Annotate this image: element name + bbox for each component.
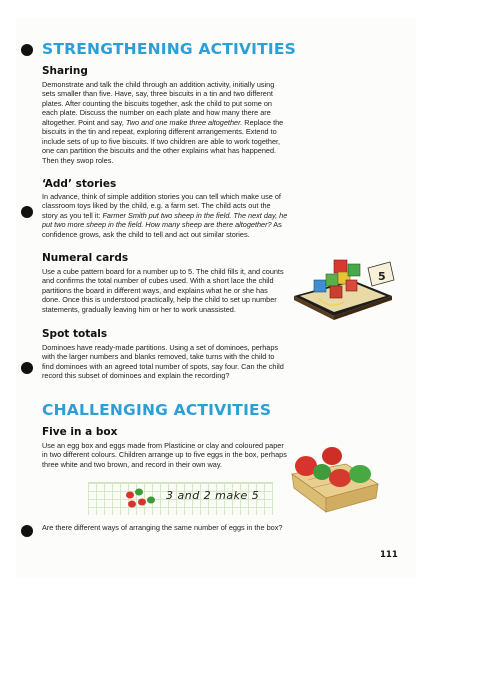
sharing-heading: Sharing (42, 65, 88, 77)
red-cube (346, 280, 357, 291)
question-text: Are there different ways of arranging the same number of eggs in the box? (42, 523, 283, 532)
handwritten-sum: 3 and 2 make 5 (166, 489, 260, 502)
add-stories-text-a: In advance, think of simple addition stories you can tell which make use of classroom toys liked by the child, e.g. a farm set. The child acts out the story as you tell it: (42, 192, 281, 220)
page-number: 111 (380, 550, 398, 560)
red-cube (330, 286, 342, 298)
add-stories-heading: ‘Add’ stories (42, 178, 117, 190)
card-numeral: 5 (378, 270, 386, 283)
section-bullet (21, 44, 33, 56)
sharing-text-b: Replace the biscuits in the tin and repeat, exploring different arrangements. Extend to include sets of up to five biscuits. If two children are able to work together, one can partition the biscuits and the other explains what has happened. Then they swop roles. (42, 117, 284, 165)
red-egg (329, 469, 351, 487)
five-in-a-box-text: Use an egg box and eggs made from Plasticine or clay and coloured paper in two different colours. Children arrange up to five eggs in the box, perhaps three white and two brown, and record in their own way. (42, 441, 287, 469)
five-in-a-box-heading: Five in a box (42, 426, 118, 438)
green-egg-drawing (147, 497, 155, 504)
red-egg-drawing (126, 492, 134, 499)
green-cube (348, 264, 360, 276)
cube-board-illustration (290, 250, 400, 330)
numeral-cards-text: Use a cube pattern board for a number up to 5. The child fills it, and counts and confirms the total number of cubes used. With a short lace the child partitions the board in different ways, and explains what he or she has done. Once this is understood practically, help the child to set up number statements, gradually leaving him or her to work unassisted. (42, 267, 284, 314)
green-cube (326, 274, 338, 286)
section-bullet (21, 206, 33, 218)
add-stories-text (42, 192, 288, 239)
egg-box-illustration (286, 444, 386, 519)
strengthening-title: STRENGTHENING ACTIVITIES (42, 40, 297, 58)
red-egg (322, 447, 342, 465)
sharing-text (42, 80, 288, 165)
add-stories-text-b: As confidence grows, ask the child to tell and act out similar stories. (42, 220, 282, 239)
sharing-text-em: Two and one make three altogether. (125, 117, 243, 127)
blue-cube (314, 280, 326, 292)
question-bullet (21, 525, 33, 537)
egg-drawing (122, 486, 158, 512)
red-egg-drawing (138, 499, 146, 506)
numeral-cards-heading: Numeral cards (42, 252, 129, 264)
red-egg-drawing (128, 501, 136, 508)
green-egg (313, 464, 331, 480)
section-bullet (21, 362, 33, 374)
spot-totals-heading: Spot totals (42, 328, 108, 340)
spot-totals-text: Dominoes have ready-made partitions. Using a set of dominoes, perhaps with the larger numbers and blanks removed, take turns with the child to find dominoes with an agreed total number of spots, say four. Can the child record this subset of dominoes and explain the recording? (42, 343, 284, 381)
challenging-title: CHALLENGING ACTIVITIES (42, 401, 272, 419)
red-cube (334, 260, 347, 273)
sharing-text-a: Demonstrate and talk the child through an addition activity, initially using sets smaller than five. Have, say, three biscuits in a tin and two different plates. After counting the biscuits together, ask the child to put some on each plate. Discuss the number on each plate and how many there are altogether. Point and say, (42, 80, 275, 127)
green-egg (349, 465, 371, 483)
green-egg-drawing (135, 489, 143, 496)
add-stories-text-em: Farmer Smith put two sheep in the field. The next day, he put two more sheep in the field. How many sheep are there altogether? (42, 210, 288, 230)
